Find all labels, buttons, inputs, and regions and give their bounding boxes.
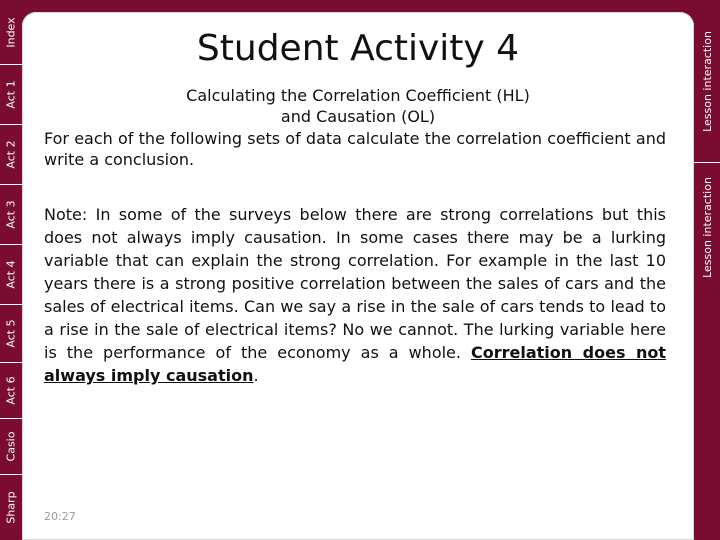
tab-sharp[interactable] — [0, 474, 22, 540]
note-emphasis: Correlation does not always imply causation — [44, 343, 666, 385]
slide-subtitle-line-2: and Causation (OL) — [280, 107, 436, 126]
note-text: Note: In some of the surveys below there are strong correlations but this does not always imply causation. In some cases there may be a lurking variable that can explain the strong correlation. For example in the last 10 years there is a strong positive correlation between the sales of cars and the sales of electrical items. Can we say a rise in the sale of cars tends to lead to a rise in the sale of electrical items? No we cannot. The lurking variable here is the performance of the economy as a whole. — [44, 205, 666, 362]
left-tab-bar — [0, 0, 22, 540]
tab-sharp-label: Sharp — [4, 490, 18, 524]
tab-act-4[interactable] — [0, 244, 22, 305]
tab-act-6-label: Act 6 — [4, 375, 18, 405]
tab-index[interactable] — [0, 0, 22, 65]
tab-act-5-label: Act 5 — [4, 318, 18, 348]
slide-subtitle-line-1: Calculating the Correlation Coefficient (HL) — [186, 86, 530, 105]
tab-lesson-interaction-2-label: Lesson interaction — [700, 176, 714, 278]
note-end: . — [253, 366, 259, 385]
slide-number: 20:27 — [44, 510, 76, 523]
tab-act-6[interactable] — [0, 362, 22, 419]
tab-act-3-label: Act 3 — [4, 199, 18, 229]
tab-act-5[interactable] — [0, 304, 22, 363]
slide-title: Student Activity 4 — [196, 28, 520, 69]
tab-lesson-interaction-2[interactable] — [694, 163, 720, 291]
right-tab-bar — [694, 0, 720, 540]
tab-lesson-interaction-1[interactable] — [694, 0, 720, 162]
tab-act-2-label: Act 2 — [4, 139, 18, 169]
tab-act-2[interactable] — [0, 124, 22, 185]
tab-lesson-interaction-1-label: Lesson interaction — [700, 30, 714, 132]
tab-act-4-label: Act 4 — [4, 259, 18, 289]
tab-act-1[interactable] — [0, 64, 22, 125]
tab-act-1-label: Act 1 — [4, 79, 18, 109]
tab-casio[interactable] — [0, 418, 22, 475]
tab-casio-label: Casio — [4, 431, 18, 461]
note-paragraph — [44, 203, 666, 387]
instruction-text: For each of the following sets of data calculate the correlation coefficient and write a conclusion. — [44, 129, 666, 169]
tab-act-3[interactable] — [0, 184, 22, 245]
tab-index-label: Index — [4, 16, 18, 48]
